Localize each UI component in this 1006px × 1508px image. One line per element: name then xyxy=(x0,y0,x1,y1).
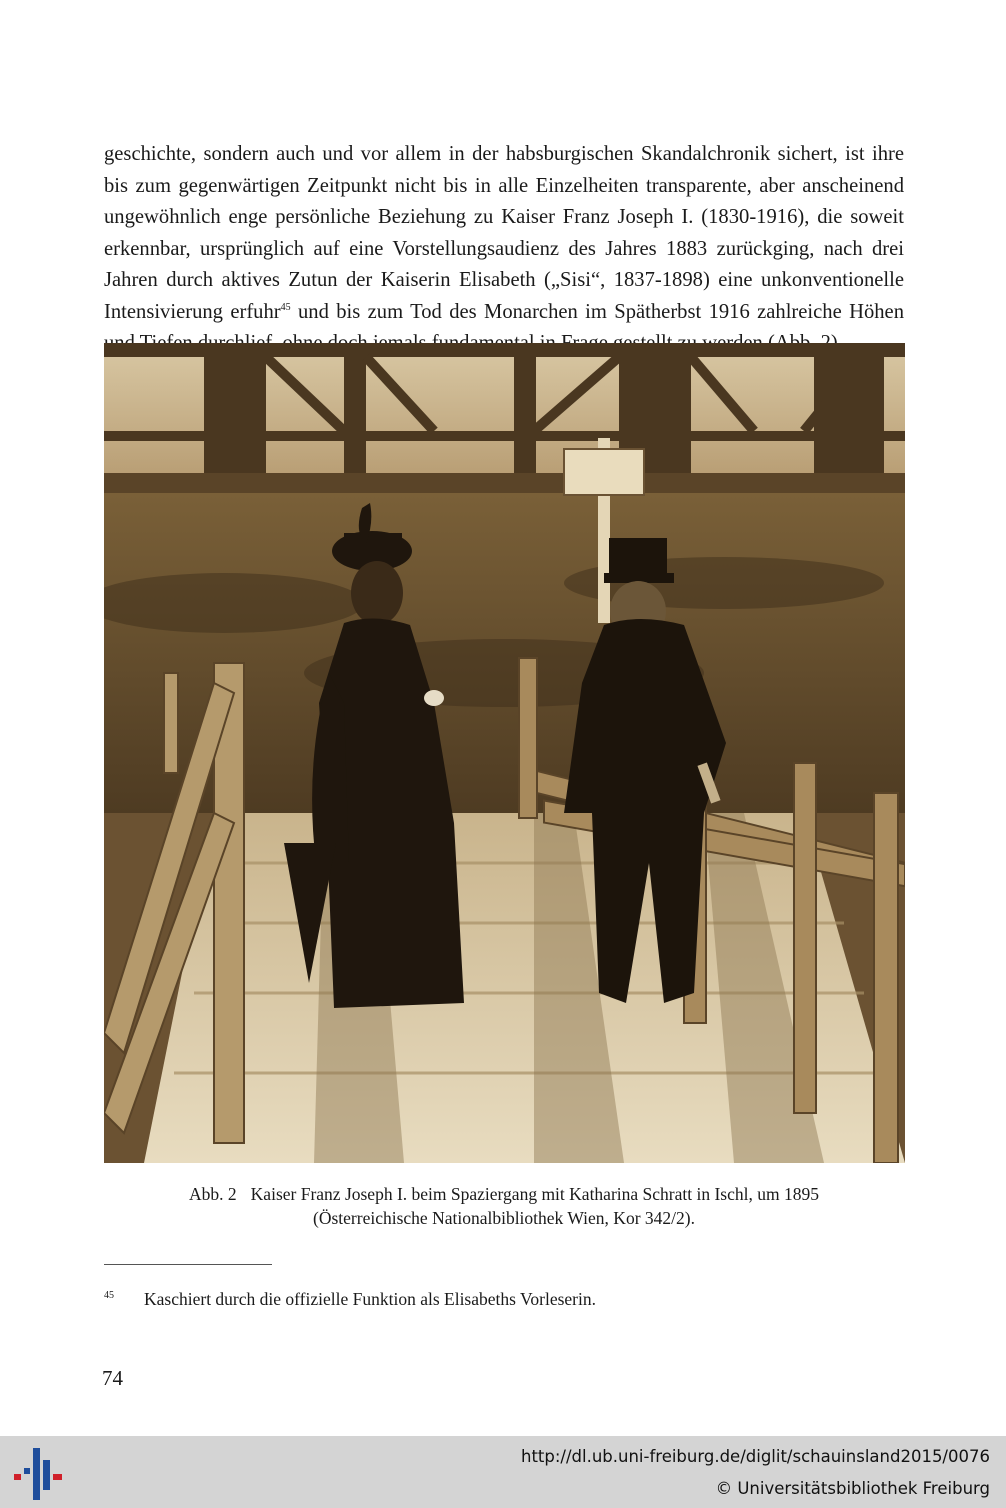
figure-caption xyxy=(104,1182,904,1230)
caption-source: (Österreichische Nationalbibliothek Wien, Kor 342/2). xyxy=(313,1208,695,1228)
copyright-notice: © Universitätsbibliothek Freiburg xyxy=(715,1479,990,1498)
body-line: bis zum gegenwärtigen Zeitpunkt nicht bis in alle Einzelheiten transparente, aber anscheinend xyxy=(104,174,904,197)
body-line-text: und bis zum Tod des Monarchen im Spätherbst 1916 zahlreiche Höhen xyxy=(290,300,904,323)
caption-text: Kaiser Franz Joseph I. beim Spaziergang mit Katharina Schratt in Ischl, um 1895 xyxy=(250,1184,819,1204)
source-url-link[interactable]: http://dl.ub.uni-freiburg.de/diglit/schauinsland2015/0076 xyxy=(520,1447,990,1466)
body-line: erkennbar, ursprünglich auf eine Vorstellungsaudienz des Jahres 1883 zurückging, nach drei xyxy=(104,237,904,260)
footnote xyxy=(104,1284,596,1311)
body-line: Jahren durch aktives Zutun der Kaiserin Elisabeth („Sisi“, 1837-1898) eine unkonventionelle xyxy=(104,269,904,291)
body-line: ungewöhnlich enge persönliche Beziehung zu Kaiser Franz Joseph I. (1830-1916), die soweit xyxy=(104,206,904,228)
page-number: 74 xyxy=(102,1366,123,1390)
photo-illustration xyxy=(104,343,905,1163)
ub-freiburg-logo-icon[interactable] xyxy=(12,1446,64,1502)
body-line: geschichte, sondern auch und vor allem in der habsburgischen Skandalchronik sichert, ist ihre xyxy=(104,143,904,165)
footer-bar xyxy=(0,1436,1006,1508)
body-line-text: Intensivierung erfuhr xyxy=(104,300,281,323)
historic-photo xyxy=(104,343,905,1163)
footnote-reference[interactable]: 45 xyxy=(280,301,291,313)
caption-number: Abb. 2 xyxy=(189,1184,237,1204)
body-paragraph xyxy=(104,139,904,360)
footnote-number: 45 xyxy=(104,1290,114,1301)
footnote-divider xyxy=(104,1264,272,1265)
footnote-text: Kaschiert durch die offizielle Funktion als Elisabeths Vorleserin. xyxy=(144,1288,596,1309)
caption-line xyxy=(104,1182,904,1206)
body-line xyxy=(104,297,904,329)
